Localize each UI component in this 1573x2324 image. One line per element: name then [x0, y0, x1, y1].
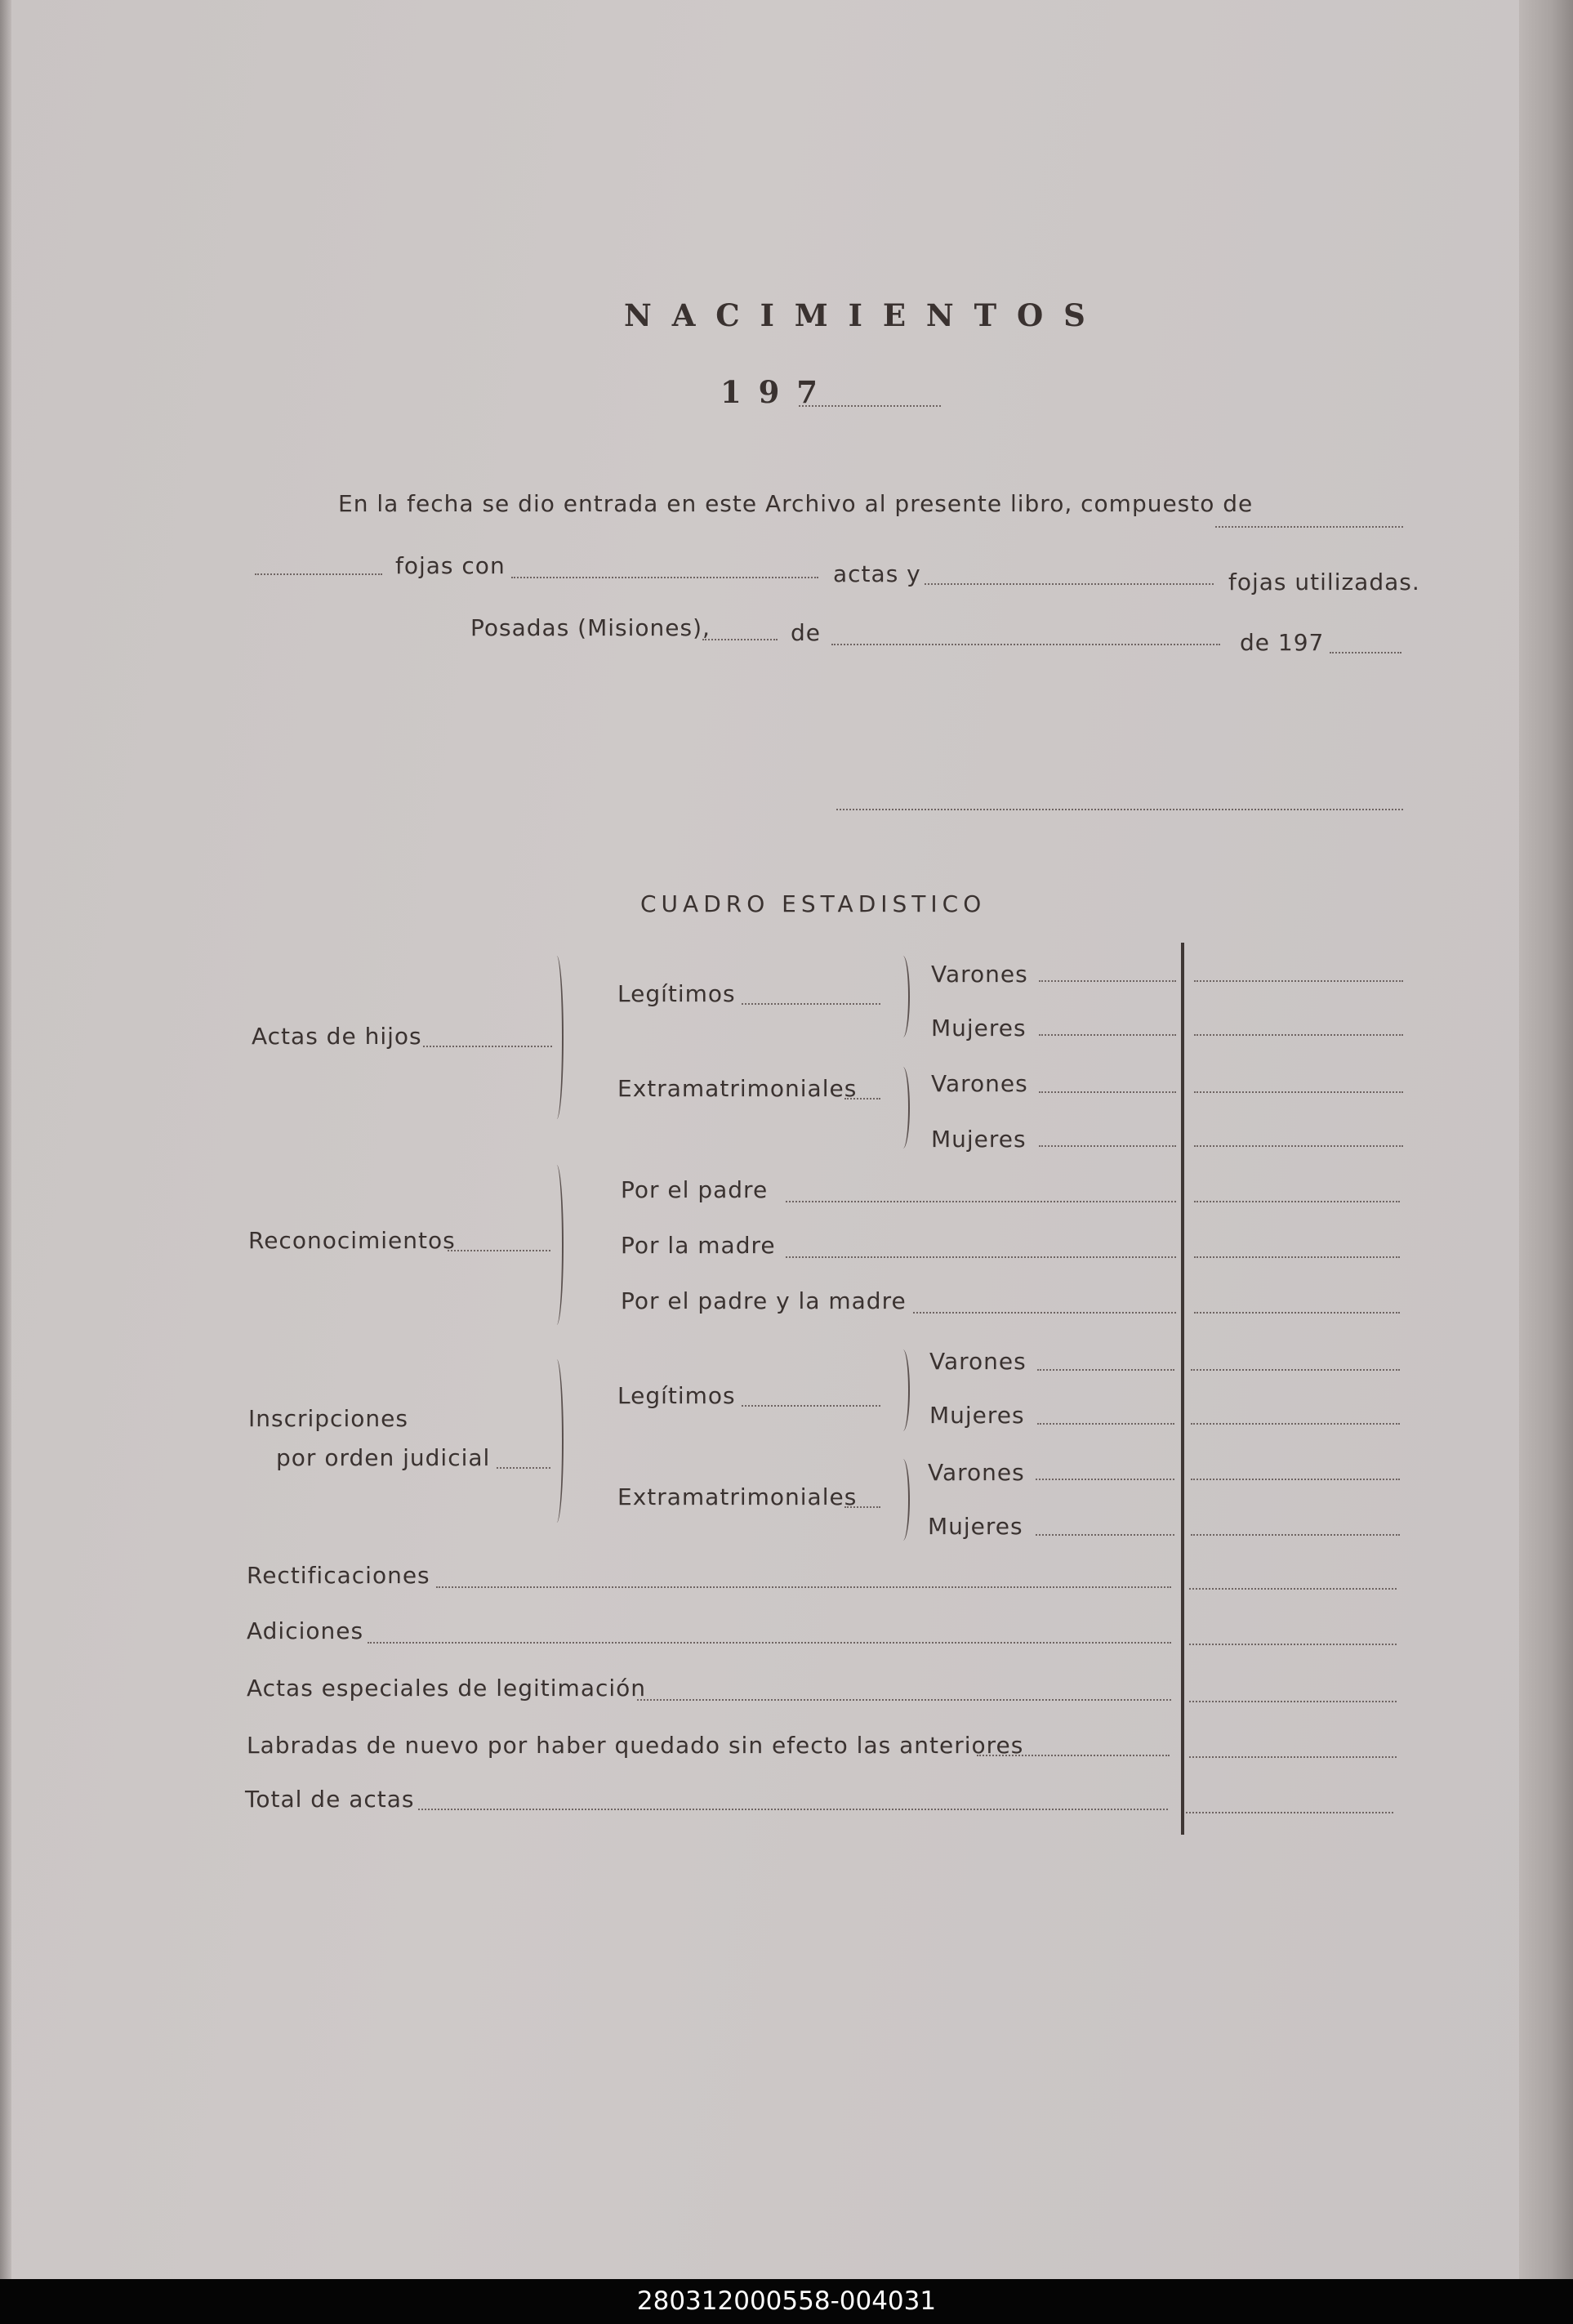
reconocimientos-dots [448, 1250, 550, 1251]
year-end-blank[interactable] [1330, 652, 1401, 653]
inscripciones-dots [497, 1467, 550, 1469]
mujeres-value-1[interactable] [1194, 1034, 1403, 1036]
fojas-total-blank[interactable] [1215, 526, 1403, 528]
de-197-label: de 197 [1240, 629, 1325, 656]
mujeres-value-4[interactable] [1191, 1534, 1400, 1536]
row-labradas: Labradas de nuevo por haber quedado sin efecto las anteriores [247, 1732, 1024, 1759]
page-edge [1519, 0, 1573, 2279]
legitimos-dots-2 [742, 1405, 880, 1407]
fojas-con-label: fojas con [395, 552, 506, 579]
mujeres-dots-3 [1037, 1423, 1174, 1425]
column-divider [1181, 943, 1184, 1835]
varones-value-1[interactable] [1194, 980, 1403, 982]
row-rectificaciones: Rectificaciones [247, 1562, 430, 1589]
adiciones-value[interactable] [1189, 1644, 1397, 1645]
legitimos-label-1: Legítimos [617, 980, 736, 1007]
por-padre-dots [786, 1201, 1176, 1202]
mujeres-label-3: Mujeres [929, 1402, 1025, 1429]
day-blank[interactable] [702, 639, 778, 640]
mujeres-dots-4 [1036, 1534, 1174, 1536]
mujeres-dots-2 [1039, 1145, 1176, 1147]
varones-dots-1 [1039, 980, 1176, 982]
actas-count-blank[interactable] [511, 577, 818, 578]
place-label: Posadas (Misiones), [470, 614, 711, 641]
book-spine-edge [0, 0, 11, 2279]
fojas-utilizadas-blank[interactable] [925, 583, 1214, 585]
legitimos-dots-1 [742, 1003, 880, 1005]
extramatrimoniales-dots-1 [844, 1098, 880, 1100]
actas-especiales-value[interactable] [1189, 1701, 1397, 1702]
intro-line-1: En la fecha se dio entrada en este Archivo al presente libro, compuesto de [338, 490, 1254, 517]
varones-dots-4 [1036, 1479, 1174, 1480]
fojas-utilizadas-label: fojas utilizadas. [1228, 569, 1420, 595]
varones-label-4: Varones [928, 1459, 1025, 1486]
rectificaciones-value[interactable] [1189, 1588, 1397, 1590]
varones-label-2: Varones [931, 1070, 1028, 1097]
mujeres-label-1: Mujeres [931, 1015, 1027, 1042]
varones-dots-2 [1039, 1091, 1176, 1093]
actas-hijos-dots [423, 1046, 552, 1047]
fojas-count-blank[interactable] [255, 573, 382, 575]
footer-id: 280312000558-004031 [636, 2286, 937, 2316]
group-actas-hijos: Actas de hijos [252, 1023, 422, 1050]
por-ambos-dots [913, 1312, 1176, 1314]
legitimos-label-2: Legítimos [617, 1382, 736, 1409]
extramatrimoniales-label-2: Extramatrimoniales [617, 1483, 858, 1510]
labradas-dots [977, 1755, 1170, 1756]
rectificaciones-dots [436, 1586, 1171, 1588]
varones-value-4[interactable] [1191, 1479, 1400, 1480]
actas-especiales-dots [637, 1699, 1171, 1701]
page-title: N A C I M I E N T O S [624, 297, 1090, 333]
adiciones-dots [368, 1642, 1171, 1644]
total-dots [418, 1809, 1168, 1810]
month-blank[interactable] [831, 644, 1220, 645]
group-reconocimientos: Reconocimientos [248, 1227, 456, 1254]
por-padre-value[interactable] [1194, 1201, 1400, 1202]
mujeres-value-2[interactable] [1194, 1145, 1403, 1147]
varones-value-3[interactable] [1191, 1369, 1400, 1371]
extramatrimoniales-dots-2 [844, 1506, 880, 1508]
section-title: CUADRO ESTADISTICO [640, 890, 987, 917]
por-ambos-value[interactable] [1194, 1312, 1400, 1314]
labradas-value[interactable] [1189, 1756, 1397, 1758]
por-madre-label: Por la madre [621, 1232, 776, 1259]
mujeres-dots-1 [1039, 1034, 1176, 1036]
actas-y-label: actas y [833, 560, 921, 587]
por-padre-label: Por el padre [621, 1176, 769, 1203]
group-inscripciones-1: Inscripciones [248, 1405, 408, 1432]
signature-blank[interactable] [836, 809, 1403, 810]
mujeres-label-2: Mujeres [931, 1126, 1027, 1153]
mujeres-label-4: Mujeres [928, 1513, 1023, 1540]
year-label: 1 9 7 [720, 374, 821, 410]
extramatrimoniales-label-1: Extramatrimoniales [617, 1075, 858, 1102]
total-value[interactable] [1186, 1812, 1393, 1813]
varones-value-2[interactable] [1194, 1091, 1403, 1093]
row-adiciones: Adiciones [247, 1617, 364, 1644]
varones-dots-3 [1037, 1369, 1174, 1371]
varones-label-3: Varones [929, 1348, 1027, 1375]
row-actas-especiales: Actas especiales de legitimación [247, 1675, 647, 1702]
por-madre-value[interactable] [1194, 1256, 1400, 1258]
footer-id-bar [0, 2279, 1573, 2324]
mujeres-value-3[interactable] [1191, 1423, 1400, 1425]
por-ambos-label: Por el padre y la madre [621, 1287, 907, 1314]
group-inscripciones-2: por orden judicial [276, 1444, 491, 1471]
de-label-1: de [791, 619, 821, 646]
year-blank[interactable] [799, 405, 941, 407]
row-total: Total de actas [245, 1786, 415, 1813]
varones-label-1: Varones [931, 961, 1028, 988]
por-madre-dots [786, 1256, 1176, 1258]
